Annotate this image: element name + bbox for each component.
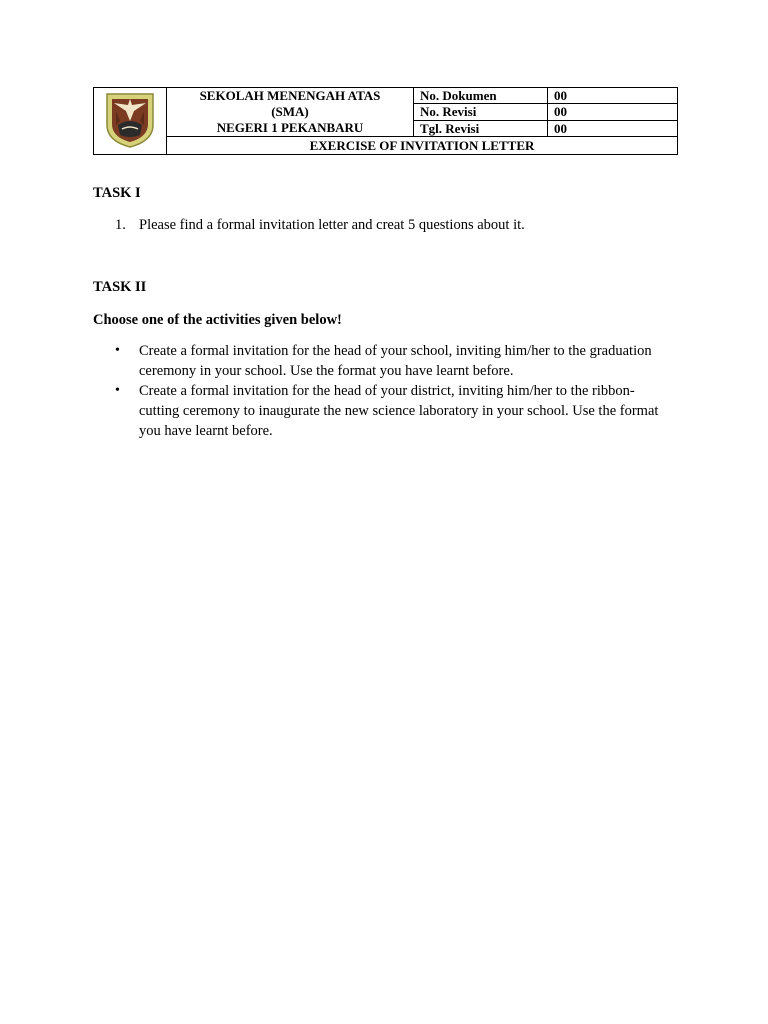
school-name-cell — [167, 88, 414, 137]
task1-item-number: 1. — [115, 217, 126, 233]
bullet-text: Create a formal invitation for the head of your school, inviting him/her to the graduation ceremony in your school. Use the format you have learnt before. — [139, 343, 652, 379]
document-title: EXERCISE OF INVITATION LETTER — [167, 137, 678, 155]
school-name-line2: (SMA) — [271, 104, 309, 119]
school-crest-icon — [104, 91, 156, 149]
revision-date-label: Tgl. Revisi — [414, 120, 548, 136]
revision-number-label: No. Revisi — [414, 104, 548, 120]
task1-item-text: Please find a formal invitation letter and creat 5 questions about it. — [139, 217, 525, 233]
task2-heading: TASK II — [93, 279, 147, 295]
bullet-icon: • — [115, 383, 120, 398]
task2-instruction: Choose one of the activities given below! — [93, 312, 342, 328]
revision-date-value: 00 — [548, 120, 678, 136]
list-item — [93, 341, 668, 381]
task1-item — [115, 215, 525, 235]
doc-number-label: No. Dokumen — [414, 88, 548, 104]
doc-number-value: 00 — [548, 88, 678, 104]
bullet-icon: • — [115, 343, 120, 358]
bullet-text: Create a formal invitation for the head of your district, inviting him/her to the ribbon-cutting ceremony to inaugurate the new science laboratory in your school. Use the format you have learnt before. — [139, 383, 659, 439]
school-name-line3: NEGERI 1 PEKANBARU — [216, 120, 364, 135]
logo-cell — [94, 88, 167, 155]
task2-bullet-list — [93, 341, 668, 441]
task1-heading: TASK I — [93, 185, 141, 201]
school-name-line1: SEKOLAH MENENGAH ATAS — [199, 88, 381, 103]
list-item — [93, 381, 668, 441]
revision-number-value: 00 — [548, 104, 678, 120]
document-header-table — [93, 87, 678, 155]
